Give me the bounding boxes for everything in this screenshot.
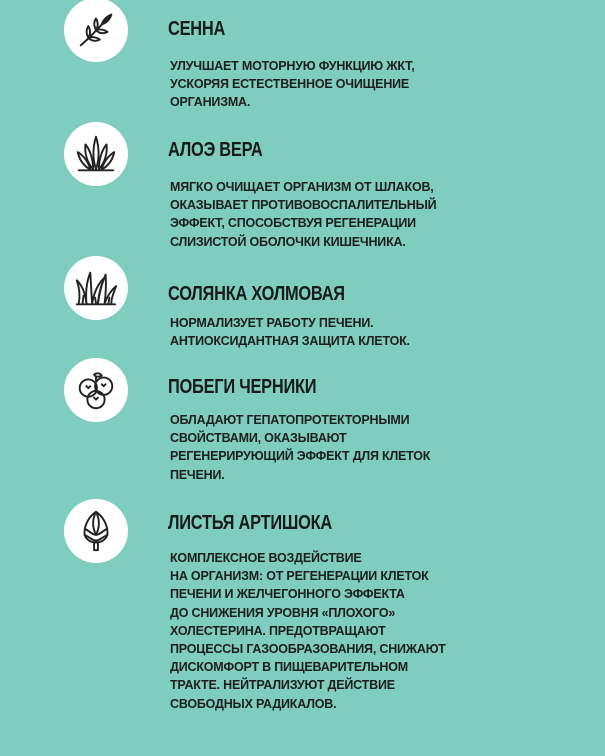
ingredient-title: АЛОЭ ВЕРА (168, 139, 263, 161)
aloe-plant-icon (64, 122, 128, 186)
ingredient-title: СЕННА (168, 18, 226, 40)
ingredient-description: МЯГКО ОЧИЩАЕТ ОРГАНИЗМ ОТ ШЛАКОВ, ОКАЗЫВАЕТ ПРОТИВОВОСПАЛИТЕЛЬНЫЙ ЭФФЕКТ, СПОСОБСТВУЯ РЕГЕНЕРАЦИИ СЛИЗИСТОЙ ОБОЛОЧКИ КИШЕЧНИКА. (170, 180, 437, 249)
ingredient-description: УЛУЧШАЕТ МОТОРНУЮ ФУНКЦИЮ ЖКТ, УСКОРЯЯ ЕСТЕСТВЕННОЕ ОЧИЩЕНИЕ ОРГАНИЗМА. (170, 59, 415, 110)
blueberries-icon (64, 358, 128, 422)
herb-sprig-icon (64, 0, 128, 62)
artichoke-icon (64, 499, 128, 563)
ingredient-title: ПОБЕГИ ЧЕРНИКИ (168, 376, 317, 398)
ingredient-title: ЛИСТЬЯ АРТИШОКА (168, 512, 333, 534)
ingredient-description: НОРМАЛИЗУЕТ РАБОТУ ПЕЧЕНИ. АНТИОКСИДАНТНАЯ ЗАЩИТА КЛЕТОК. (170, 316, 410, 349)
ingredient-title: СОЛЯНКА ХОЛМОВАЯ (168, 283, 345, 305)
ingredient-description: ОБЛАДАЮТ ГЕПАТОПРОТЕКТОРНЫМИ СВОЙСТВАМИ, ОКАЗЫВАЮТ РЕГЕНЕРИРУЮЩИЙ ЭФФЕКТ ДЛЯ КЛЕТОК ПЕЧЕНИ. (170, 413, 431, 482)
ingredient-description: КОМПЛЕКСНОЕ ВОЗДЕЙСТВИЕ НА ОРГАНИЗМ: ОТ РЕГЕНЕРАЦИИ КЛЕТОК ПЕЧЕНИ И ЖЕЛЧЕГОННОГО ЭФФЕКТА ДО СНИЖЕНИЯ УРОВНЯ «ПЛОХОГО» ХОЛЕСТЕРИНА. ПРЕДОТВРАЩАЮТ ПРОЦЕССЫ ГАЗООБРАЗОВАНИЯ, СНИЖАЮТ ДИСКОМФОРТ В ПИЩЕВАРИТЕЛЬНОМ ТРАКТЕ. НЕЙТРАЛИЗУЮТ ДЕЙСТВИЕ СВОБОДНЫХ РАДИКАЛОВ. (170, 551, 446, 711)
grass-tuft-icon (64, 256, 128, 320)
